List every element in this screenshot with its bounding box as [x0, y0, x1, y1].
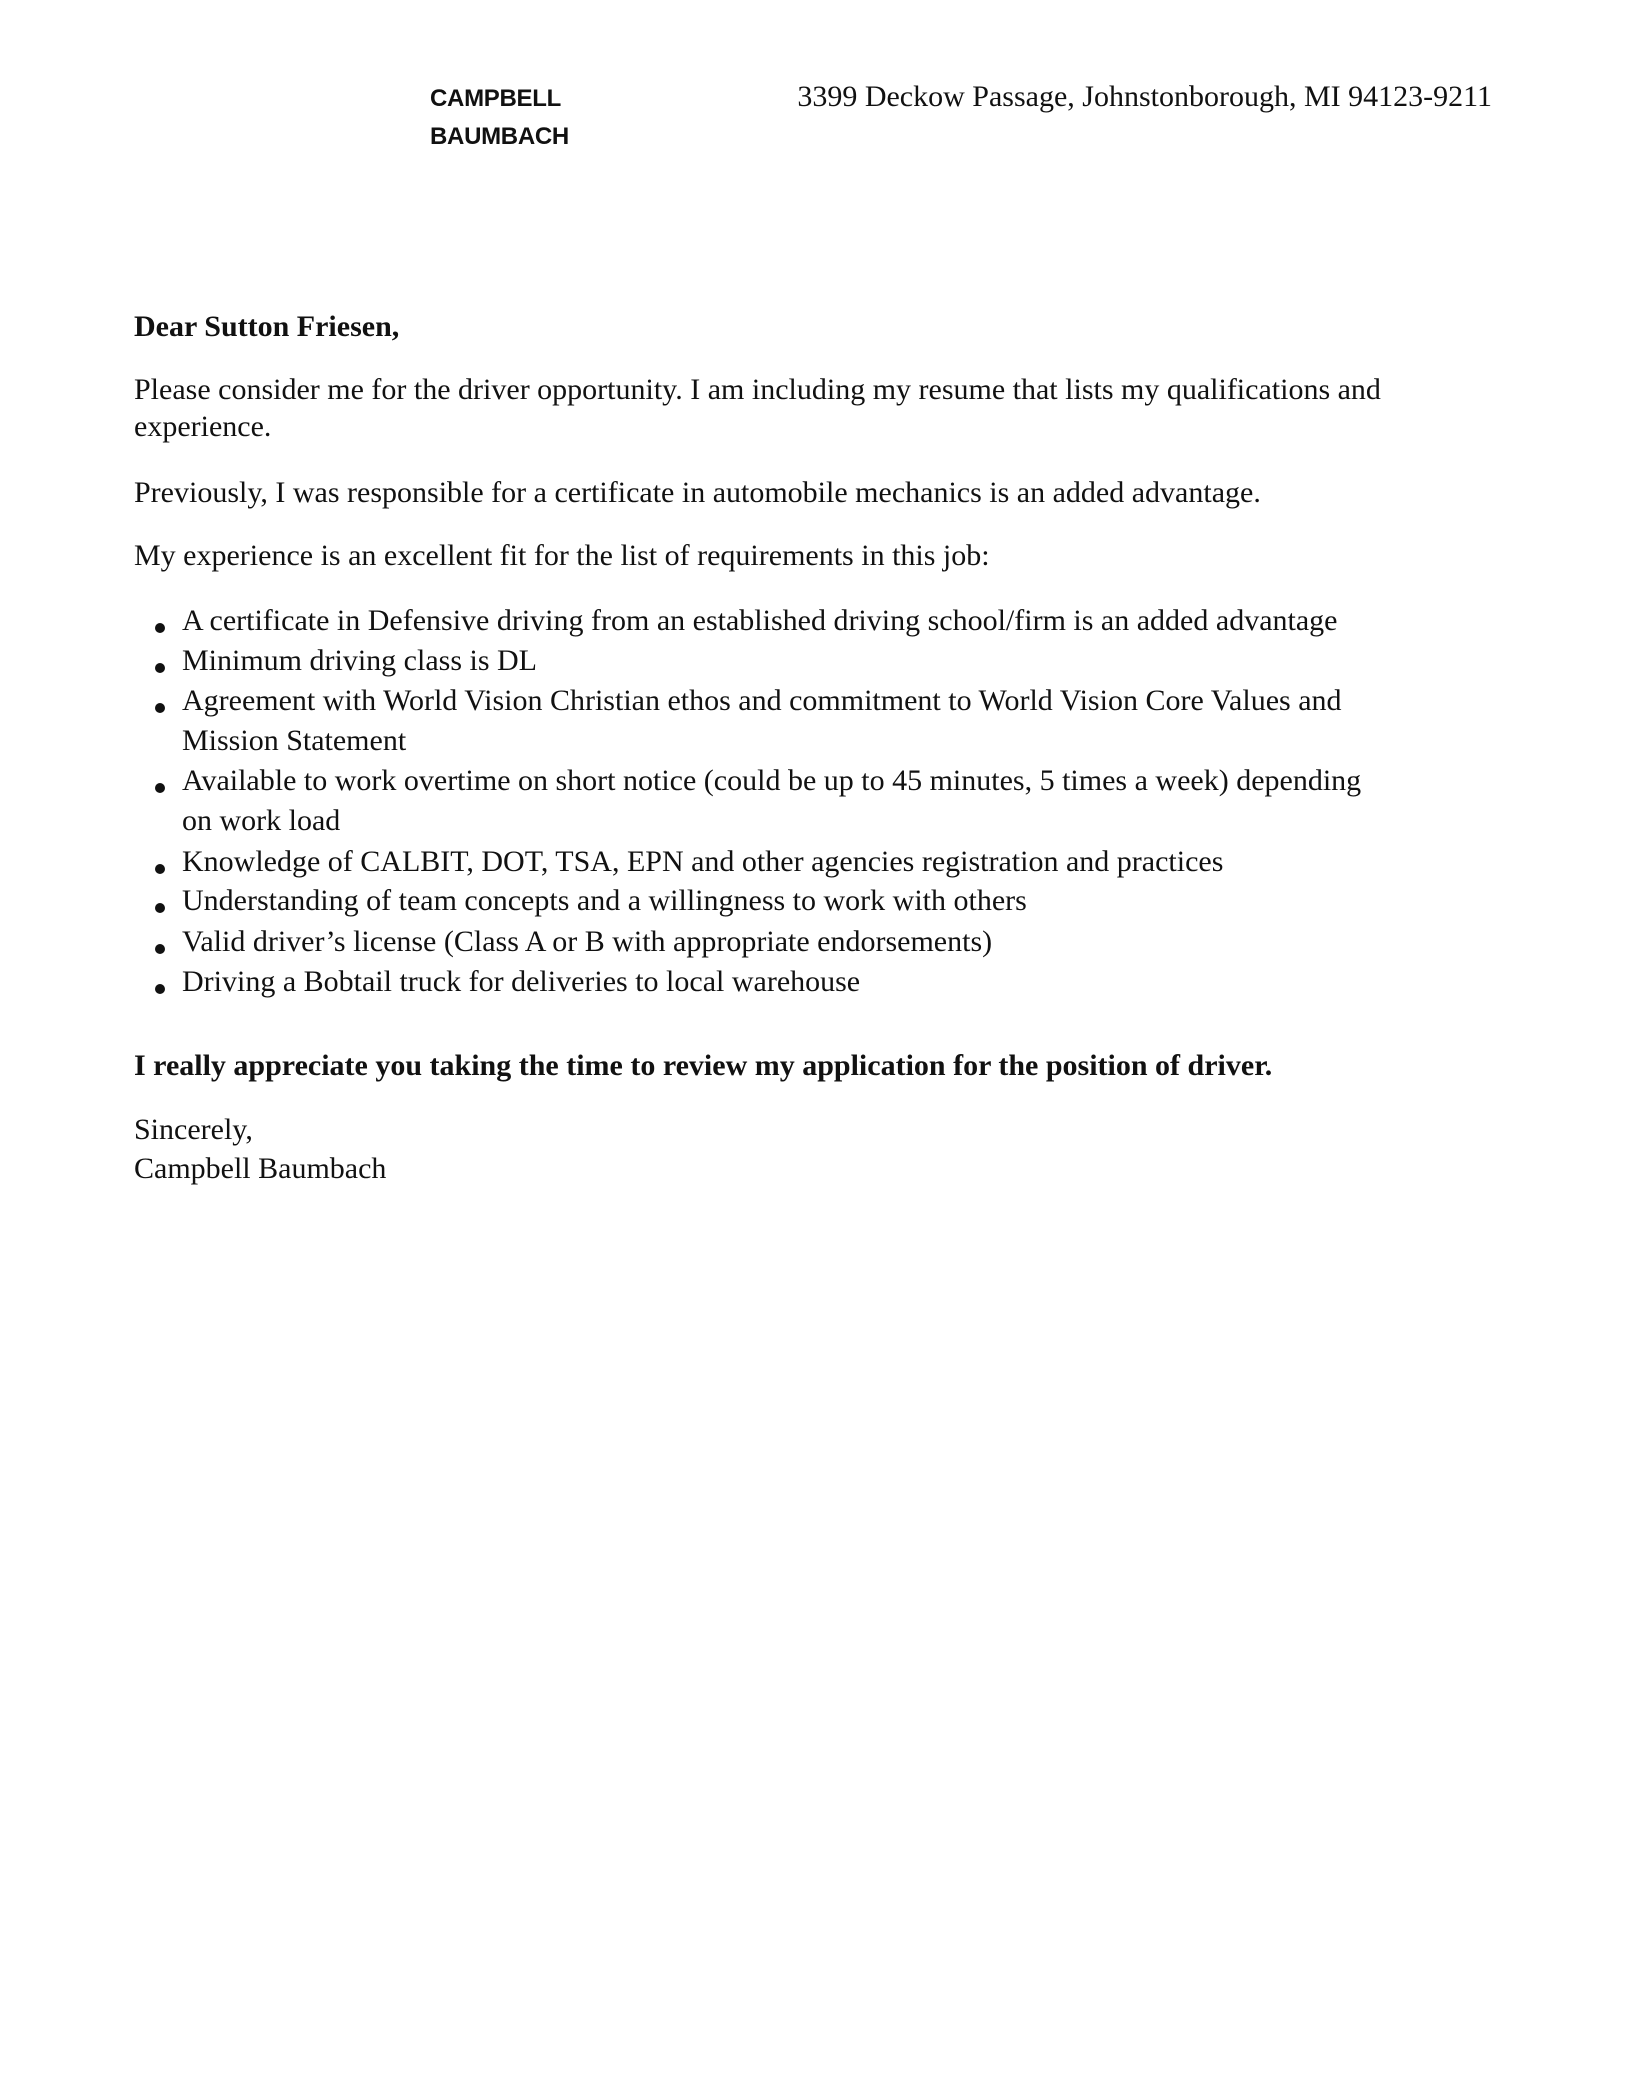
signoff: Sincerely,: [134, 1113, 253, 1146]
bullet-icon: [155, 623, 165, 633]
signature-name: Campbell Baumbach: [134, 1152, 387, 1185]
list-item-text: Understanding of team concepts and a willingness to work with others: [182, 884, 1027, 917]
list-item-text: Available to work overtime on short notice (could be up to 45 minutes, 5 times a week) depending: [182, 764, 1362, 797]
list-item-text: Valid driver’s license (Class A or B with appropriate endorsements): [182, 925, 993, 958]
closing-statement: I really appreciate you taking the time to review my application for the position of driver.: [134, 1049, 1273, 1082]
fit-intro-paragraph: My experience is an excellent fit for the list of requirements in this job:: [134, 539, 990, 572]
previous-experience-paragraph: Previously, I was responsible for a certificate in automobile mechanics is an added advantage.: [134, 476, 1261, 509]
list-item-text-continued: on work load: [182, 804, 341, 837]
bullet-icon: [155, 903, 165, 913]
list-item-text-continued: Mission Statement: [182, 724, 407, 757]
bullet-icon: [155, 703, 165, 713]
list-item-text: Agreement with World Vision Christian ethos and commitment to World Vision Core Values and: [182, 684, 1342, 717]
sender-name-line-2: BAUMBACH: [430, 123, 569, 150]
salutation: Dear Sutton Friesen,: [134, 310, 400, 343]
list-item-text: Driving a Bobtail truck for deliveries to local warehouse: [182, 965, 861, 998]
bullet-icon: [155, 663, 165, 673]
intro-line-1: Please consider me for the driver opportunity. I am including my resume that lists my qualifications and: [134, 373, 1381, 406]
bullet-icon: [155, 783, 165, 793]
bullet-icon: [155, 944, 165, 954]
list-item-text: A certificate in Defensive driving from an established driving school/firm is an added advantage: [182, 604, 1338, 637]
sender-address: 3399 Deckow Passage, Johnstonborough, MI 94123-9211: [797, 80, 1492, 113]
list-item-text: Minimum driving class is DL: [182, 644, 537, 677]
intro-line-2: experience.: [134, 410, 272, 443]
list-item-text: Knowledge of CALBIT, DOT, TSA, EPN and other agencies registration and practices: [182, 845, 1224, 878]
bullet-icon: [155, 864, 165, 874]
bullet-icon: [155, 984, 165, 994]
sender-name-line-1: CAMPBELL: [430, 85, 561, 112]
